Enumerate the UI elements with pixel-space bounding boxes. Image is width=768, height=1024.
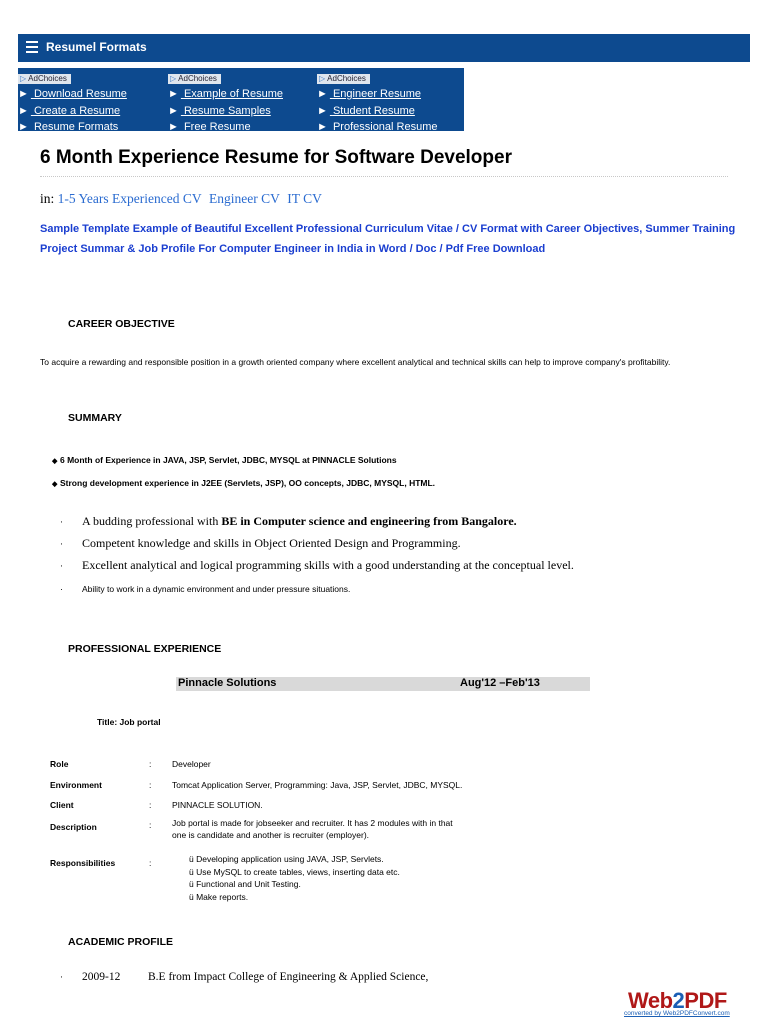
- academic-item: · 2009-12 B.E from Impact College of Engineering & Applied Science,: [60, 971, 429, 983]
- ad-link-professional-resume[interactable]: ► Professional Resume: [317, 121, 438, 133]
- company-bar: [176, 677, 590, 691]
- hamburger-menu-icon[interactable]: [26, 41, 38, 53]
- description-line: one is candidate and another is recruiter (employer).: [172, 830, 370, 840]
- responsibility-item: ü Developing application using JAVA, JSP, Servlets.: [189, 854, 384, 864]
- description-label: Description: [50, 822, 97, 832]
- adchoices-icon: ▷: [20, 74, 27, 83]
- category-link-it[interactable]: IT CV: [287, 191, 322, 206]
- converted-by-link[interactable]: converted by Web2PDFConvert.com: [624, 1010, 730, 1017]
- category-links: [40, 191, 326, 207]
- academic-profile-heading: ACADEMIC PROFILE: [68, 936, 173, 948]
- adchoices-badge[interactable]: ▷ AdChoices: [168, 74, 221, 84]
- intro-text: Sample Template Example of Beautiful Excellent Professional Curriculum Vitae / CV Format with Career Objectives, Summer Training Project Summar & Job Profile For Computer Engineer in India in Word / Doc / Pdf Free Download: [40, 223, 736, 255]
- ad-column-2: [168, 68, 316, 136]
- ad-column-1: [18, 68, 166, 136]
- colon: :: [149, 759, 152, 769]
- summary-item: · Ability to work in a dynamic environment and under pressure situations.: [60, 584, 351, 594]
- adchoices-badge[interactable]: ▷ AdChoices: [18, 74, 71, 84]
- company-name: Pinnacle Solutions: [178, 677, 277, 689]
- ad-link-free-resume[interactable]: ► Free Resume: [168, 121, 251, 133]
- web2pdf-logo: Web2PDF: [628, 988, 727, 1013]
- description-line: Job portal is made for jobseeker and recruiter. It has 2 modules with in that: [172, 818, 453, 828]
- site-menu-title[interactable]: Resumel Formats: [46, 40, 147, 54]
- academic-year: 2009-12: [82, 971, 121, 983]
- project-title: Title: Job portal: [97, 717, 161, 727]
- ad-link-example-resume[interactable]: ► Example of Resume: [168, 88, 283, 100]
- in-label: in:: [40, 191, 55, 206]
- summary-item: · Competent knowledge and skills in Object Oriented Design and Programming.: [60, 536, 461, 550]
- summary-heading: SUMMARY: [68, 412, 122, 424]
- ad-link-create-resume[interactable]: ► Create a Resume: [18, 104, 121, 117]
- adchoices-icon: ▷: [170, 74, 177, 83]
- ad-link-student-resume[interactable]: ► Student Resume: [317, 104, 415, 117]
- career-objective-heading: CAREER OBJECTIVE: [68, 318, 175, 330]
- responsibility-item: ü Make reports.: [189, 892, 249, 902]
- adchoices-icon: ▷: [319, 74, 326, 83]
- ad-column-3: [317, 68, 465, 136]
- professional-experience-heading: PROFESSIONAL EXPERIENCE: [68, 643, 222, 655]
- colon: :: [149, 820, 152, 830]
- ad-link-download-resume[interactable]: ► Download Resume: [18, 88, 127, 100]
- client-value: PINNACLE SOLUTION.: [172, 800, 263, 810]
- environment-value: Tomcat Application Server, Programming: Java, JSP, Servlet, JDBC, MYSQL.: [172, 780, 463, 790]
- colon: :: [149, 858, 152, 868]
- academic-text: B.E from Impact College of Engineering & Applied Science,: [148, 971, 429, 983]
- responsibility-item: ü Use MySQL to create tables, views, inserting data etc.: [189, 867, 400, 877]
- title-divider: [40, 176, 728, 177]
- summary-bullet: ◆ Strong development experience in J2EE (Servlets, JSP), OO concepts, JDBC, MYSQL, HTML.: [52, 478, 436, 488]
- responsibility-item: ü Functional and Unit Testing.: [189, 879, 301, 889]
- ad-links-box: [18, 68, 464, 131]
- top-nav-bar: [18, 34, 750, 62]
- summary-item: · Excellent analytical and logical programming skills with a good understanding at the conceptual level.: [60, 558, 574, 572]
- category-link-experienced[interactable]: 1-5 Years Experienced CV: [57, 191, 202, 206]
- ad-link-engineer-resume[interactable]: ► Engineer Resume: [317, 88, 422, 100]
- page-title: 6 Month Experience Resume for Software Developer: [40, 147, 512, 168]
- ad-link-resume-formats[interactable]: ► Resume Formats: [18, 121, 119, 133]
- adchoices-badge[interactable]: ▷ AdChoices: [317, 74, 370, 84]
- responsibilities-label: Responsibilities: [50, 858, 116, 868]
- career-objective-text: To acquire a rewarding and responsible position in a growth oriented company where excellent analytical and technical skills can help to improve company's profitability.: [40, 357, 671, 367]
- environment-label: Environment: [50, 780, 102, 790]
- role-value: Developer: [172, 759, 211, 769]
- ad-link-resume-samples[interactable]: ► Resume Samples: [168, 104, 271, 117]
- role-label: Role: [50, 759, 69, 769]
- summary-item: · A budding professional with BE in Computer science and engineering from Bangalore.: [60, 514, 517, 528]
- client-label: Client: [50, 800, 74, 810]
- employment-dates: Aug'12 –Feb'13: [460, 677, 540, 689]
- summary-bullet: ◆ 6 Month of Experience in JAVA, JSP, Servlet, JDBC, MYSQL at PINNACLE Solutions: [52, 455, 397, 465]
- colon: :: [149, 780, 152, 790]
- web2pdf-watermark[interactable]: [624, 988, 750, 1020]
- colon: :: [149, 800, 152, 810]
- category-link-engineer[interactable]: Engineer CV: [208, 191, 280, 206]
